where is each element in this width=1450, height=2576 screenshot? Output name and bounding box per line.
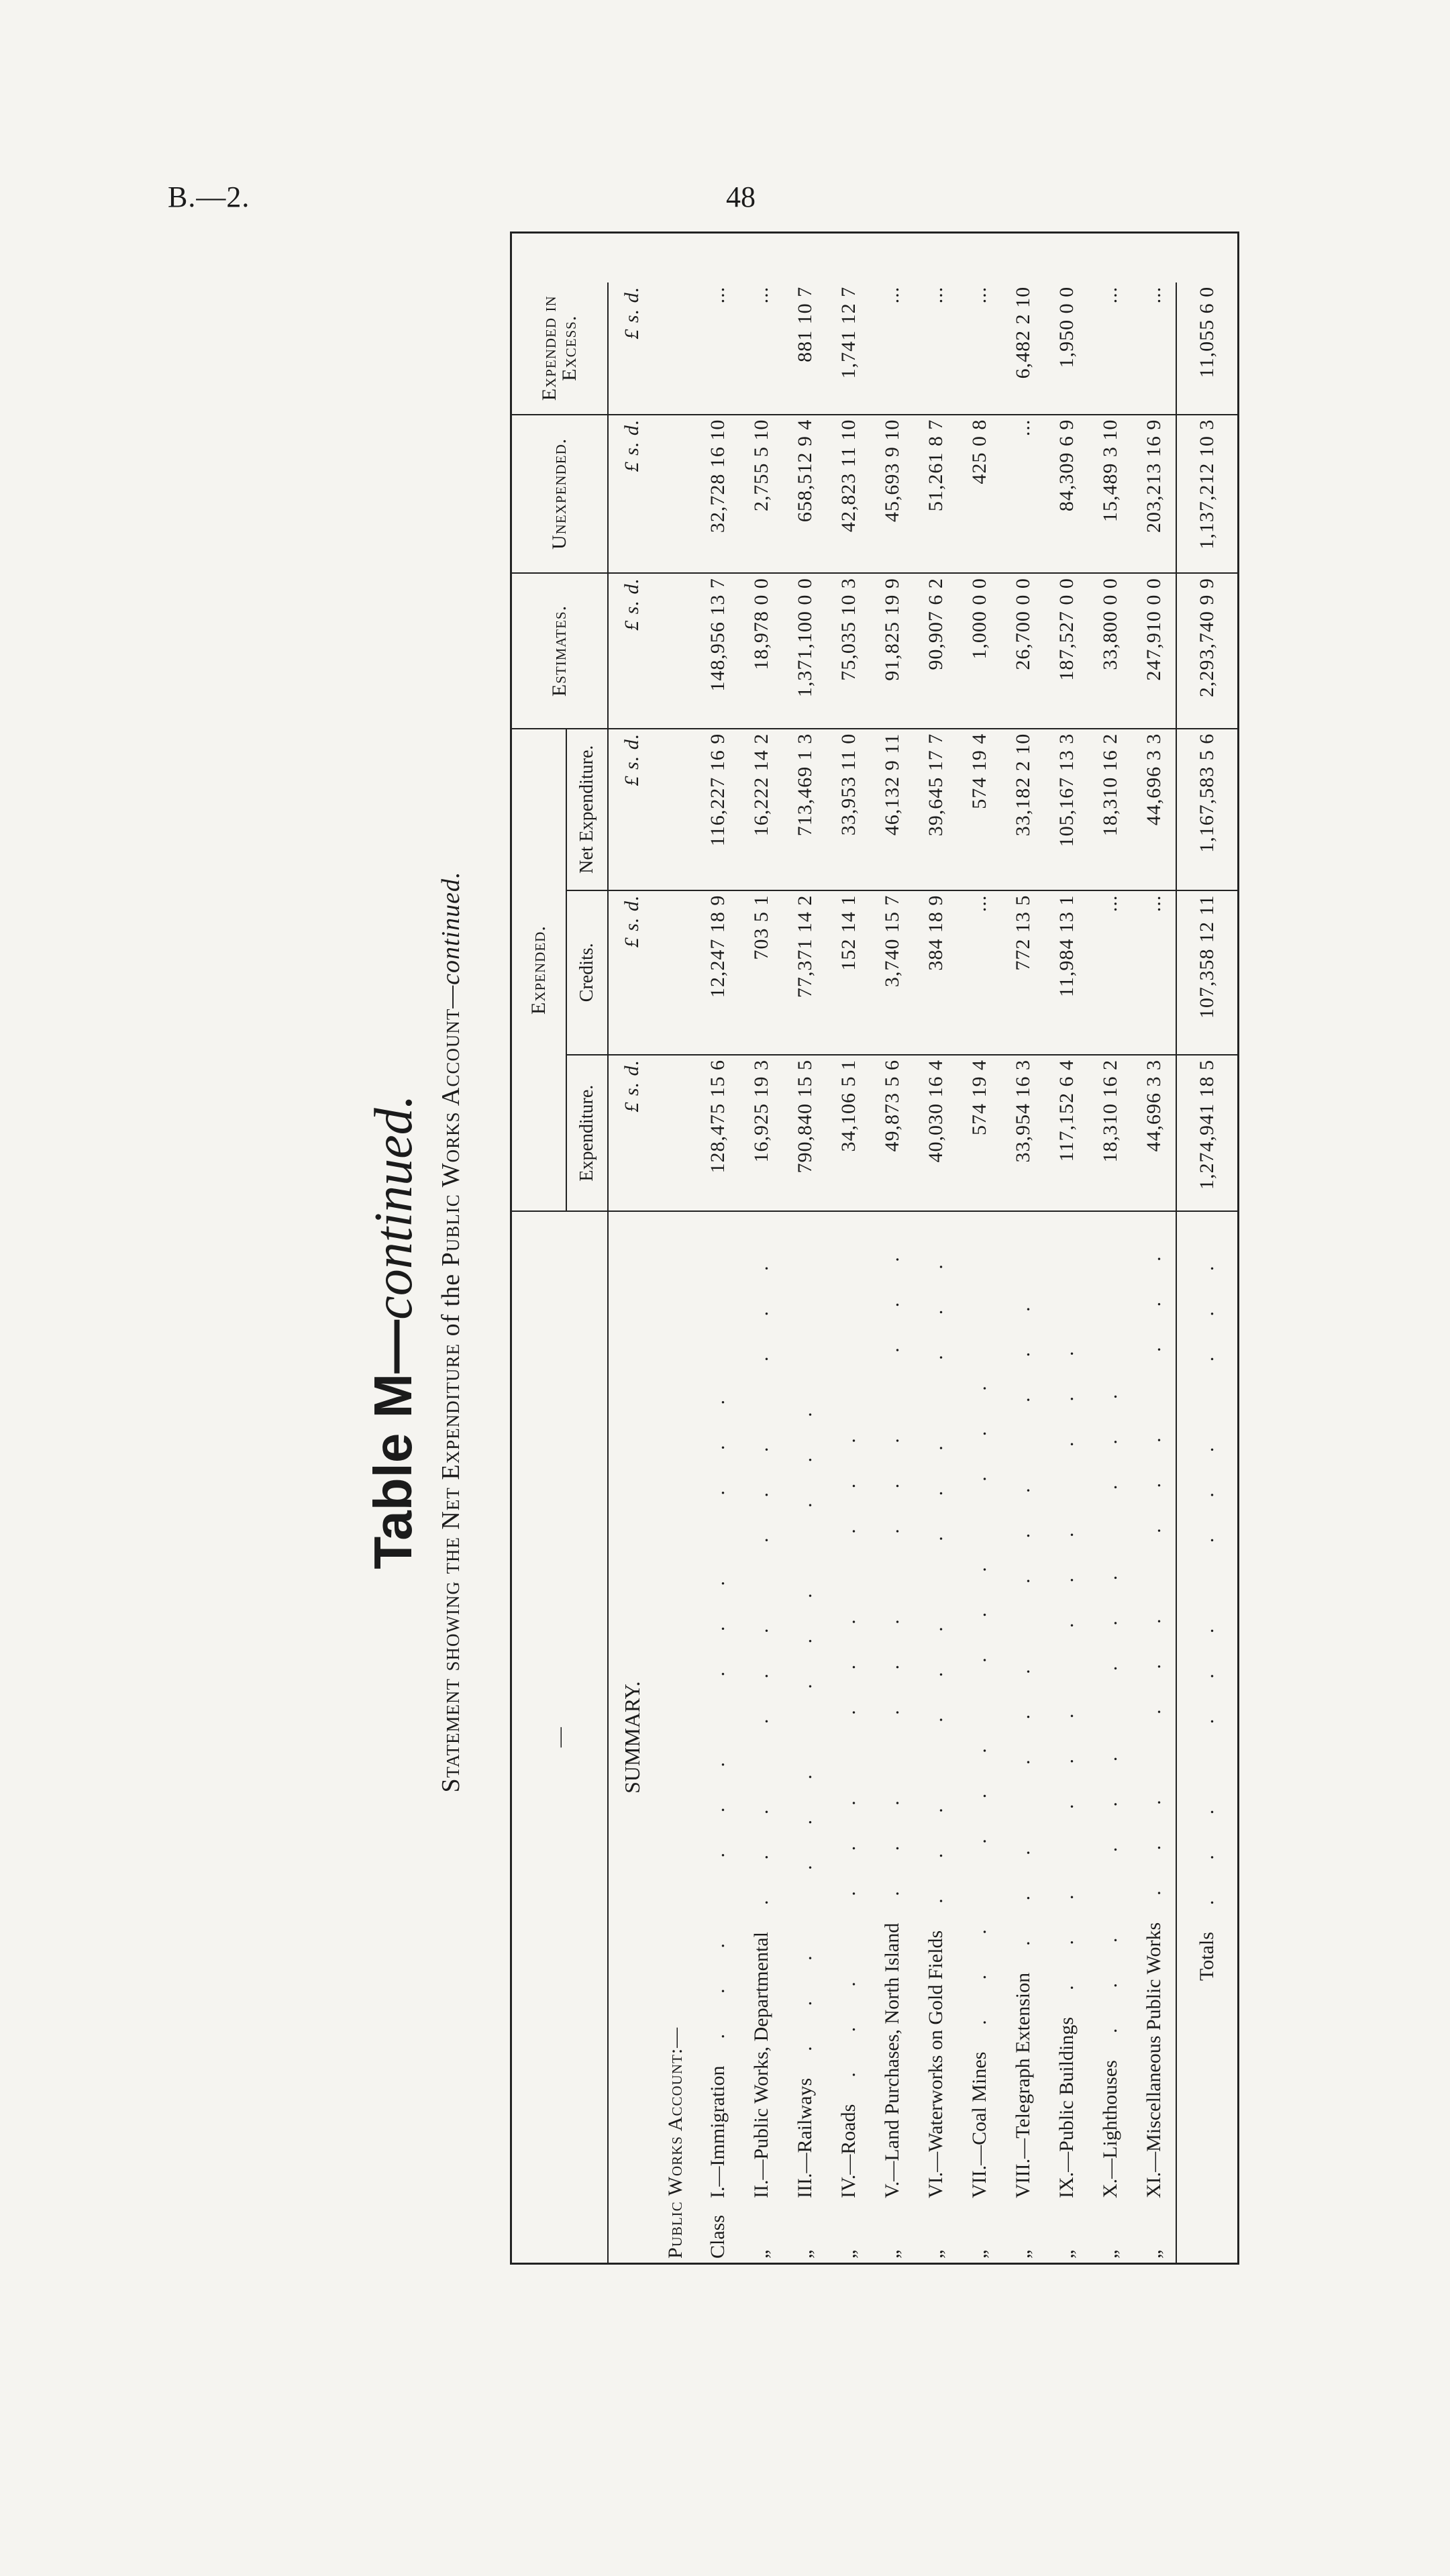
cell-credits: ... [957, 890, 1001, 1055]
cell-estimates: 1,000 0 0 [957, 573, 1001, 729]
cell-expenditure: 18,310 16 2 [1088, 1055, 1132, 1211]
header-expenditure: Expenditure. [566, 1055, 608, 1211]
total-net: 1,167,583 5 6 [1176, 729, 1239, 890]
cell-excess: ... [870, 282, 914, 415]
cell-credits: 11,984 13 1 [1045, 890, 1088, 1055]
cell-excess: ... [1088, 282, 1132, 415]
cell-credits: 152 14 1 [827, 890, 870, 1055]
leader-dots: ... ... ... ... [837, 1398, 860, 2077]
subtitle-prefix: Statement showing the [437, 1537, 465, 1793]
total-credits: 107,358 12 11 [1176, 890, 1239, 1055]
header-excess: Expended in Excess. [511, 282, 609, 415]
leader-dots: ... ... ... ... [1098, 1353, 1121, 2034]
leader-dots: ... ... ... ... [706, 1359, 729, 2039]
cell-estimates: 75,035 10 3 [827, 573, 870, 729]
table-row [696, 233, 739, 2264]
leader-dots: ... ... ... ... [793, 1372, 816, 2051]
total-expenditure: 1,274,941 18 5 [1176, 1055, 1239, 1211]
unit-credits: £ s. d. [608, 890, 656, 1055]
cell-expenditure: 128,475 15 6 [696, 1055, 739, 1211]
total-unexpended: 1,137,212 10 3 [1176, 415, 1239, 573]
cell-unexpended: 32,728 16 10 [696, 415, 739, 573]
leader-dots: ... ... ... ... [1196, 1225, 1218, 1906]
cell-expenditure: 33,954 16 3 [1001, 1055, 1045, 1211]
cell-net: 44,696 3 3 [1132, 729, 1176, 890]
cell-excess: ... [957, 282, 1001, 415]
cell-expenditure: 16,925 19 3 [739, 1055, 783, 1211]
cell-estimates: 33,800 0 0 [1088, 573, 1132, 729]
total-estimates: 2,293,740 9 9 [1176, 573, 1239, 729]
header-blank: — [511, 1211, 609, 2263]
cell-excess: 881 10 7 [783, 282, 827, 415]
summary-heading: SUMMARY. [620, 1681, 644, 1794]
cell-net: 33,182 2 10 [1001, 729, 1045, 890]
cell-excess: ... [696, 282, 739, 415]
cell-expenditure: 574 19 4 [957, 1055, 1001, 1211]
row-desc-cell [914, 1211, 957, 2263]
subtitle-net: Net Expenditure [437, 1343, 465, 1530]
row-desc-cell [1045, 1211, 1088, 2263]
leader-dots: ... ... ... ... [1055, 1310, 1078, 1990]
row-desc-cell [696, 1211, 739, 2263]
row-desc: V.—Land Purchases, North Island [880, 1922, 903, 2198]
table-row [1088, 233, 1132, 2264]
row-class: „ [880, 2249, 903, 2259]
row-desc-cell [1132, 1211, 1176, 2263]
row-desc: II.—Public Works, Departmental [749, 1932, 772, 2198]
cell-expenditure: 44,696 3 3 [1132, 1055, 1176, 1211]
cell-net: 116,227 16 9 [696, 729, 739, 890]
cell-estimates: 26,700 0 0 [1001, 573, 1045, 729]
row-class: „ [1055, 2249, 1078, 2259]
row-class: „ [1011, 2249, 1034, 2259]
subtitle-continued: —continued. [437, 871, 465, 1009]
row-desc-cell [870, 1211, 914, 2263]
leader-dots: ... ... ... ... [1142, 1216, 1165, 1896]
cell-net: 16,222 14 2 [739, 729, 783, 890]
cell-credits: 772 13 5 [1001, 890, 1045, 1055]
leader-dots: ... ... ... ... [924, 1224, 947, 1904]
unit-net: £ s. d. [608, 729, 656, 890]
cell-estimates: 90,907 6 2 [914, 573, 957, 729]
cell-excess: 1,950 0 0 [1045, 282, 1088, 415]
unit-excess: £ s. d. [608, 282, 656, 415]
cell-expenditure: 117,152 6 4 [1045, 1055, 1088, 1211]
row-class: „ [1142, 2249, 1165, 2259]
cell-excess: ... [1132, 282, 1176, 415]
row-class: „ [968, 2249, 990, 2259]
table-title-main: Table M— [363, 1319, 423, 1569]
subtitle-of: of the [437, 1273, 465, 1337]
row-desc-cell [1088, 1211, 1132, 2263]
row-desc-cell [1001, 1211, 1045, 2263]
cell-credits: 12,247 18 9 [696, 890, 739, 1055]
header-credits: Credits. [566, 890, 608, 1055]
rotated-table-block [349, 225, 1235, 2271]
row-desc: X.—Lighthouses [1098, 2060, 1121, 2198]
leader-dots: ... ... ... ... [880, 1217, 903, 1896]
public-works-table [510, 231, 1239, 2265]
row-class: Class [706, 2214, 729, 2259]
table-row [1001, 233, 1045, 2264]
row-class: „ [837, 2249, 860, 2259]
table-row [914, 233, 957, 2264]
cell-expenditure: 40,030 16 4 [914, 1055, 957, 1211]
totals-label-cell [1176, 1211, 1239, 2263]
leader-dots: ... ... ... ... [1011, 1266, 1034, 1946]
table-row [783, 233, 827, 2264]
table-row [739, 233, 783, 2264]
table-subtitle [436, 393, 466, 2271]
row-class: „ [924, 2249, 947, 2259]
cell-credits: 703 5 1 [739, 890, 783, 1055]
row-desc-cell [783, 1211, 827, 2263]
row-desc: III.—Railways [793, 2077, 816, 2198]
cell-expenditure: 34,106 5 1 [827, 1055, 870, 1211]
cell-unexpended: 51,261 8 7 [914, 415, 957, 573]
header-unexpended: Unexpended. [511, 415, 609, 573]
cell-credits: ... [1132, 890, 1176, 1055]
cell-credits: 77,371 14 2 [783, 890, 827, 1055]
row-desc: I.—Immigration [706, 2065, 729, 2198]
row-desc: IV.—Roads [837, 2104, 860, 2198]
cell-expenditure: 49,873 5 6 [870, 1055, 914, 1211]
leader-dots: ... ... ... ... [749, 1225, 772, 1906]
cell-estimates: 18,978 0 0 [739, 573, 783, 729]
row-desc: VII.—Coal Mines [968, 2051, 990, 2198]
cell-unexpended: 425 0 8 [957, 415, 1001, 573]
row-desc-cell [827, 1211, 870, 2263]
cell-unexpended: 203,213 16 9 [1132, 415, 1176, 573]
cell-net: 713,469 1 3 [783, 729, 827, 890]
cell-excess: ... [739, 282, 783, 415]
header-net-expenditure: Net Expenditure. [566, 729, 608, 890]
cell-estimates: 91,825 19 9 [870, 573, 914, 729]
table-row [827, 233, 870, 2264]
cell-estimates: 1,371,100 0 0 [783, 573, 827, 729]
unit-expenditure: £ s. d. [608, 1055, 656, 1211]
row-desc-cell [957, 1211, 1001, 2263]
totals-label: Totals [1196, 1932, 1218, 1981]
totals-row [1176, 233, 1239, 2264]
cell-excess: ... [914, 282, 957, 415]
table-title-continued: continued. [364, 1094, 423, 1320]
cell-excess: 1,741 12 7 [827, 282, 870, 415]
row-class: „ [1098, 2249, 1121, 2259]
row-class: „ [749, 2249, 772, 2259]
cell-expenditure: 790,840 15 5 [783, 1055, 827, 1211]
subtitle-account: Public Works Account [437, 1008, 465, 1267]
table-title [362, 393, 425, 2271]
cell-net: 33,953 11 0 [827, 729, 870, 890]
row-class: „ [793, 2249, 816, 2259]
cell-estimates: 187,527 0 0 [1045, 573, 1088, 729]
cell-credits: ... [1088, 890, 1132, 1055]
table-row [870, 233, 914, 2264]
row-desc: XI.—Miscellaneous Public Works [1142, 1922, 1165, 2198]
page-reference: B.—2. [168, 181, 250, 213]
cell-estimates: 148,956 13 7 [696, 573, 739, 729]
account-label: Public Works Account:— [664, 2026, 686, 2259]
cell-unexpended: ... [1001, 415, 1045, 573]
page-number: 48 [726, 181, 756, 213]
cell-net: 46,132 9 11 [870, 729, 914, 890]
unit-unexpended: £ s. d. [608, 415, 656, 573]
row-desc: VIII.—Telegraph Extension [1011, 1972, 1034, 2198]
cell-unexpended: 84,309 6 9 [1045, 415, 1088, 573]
unit-estimates: £ s. d. [608, 573, 656, 729]
cell-net: 105,167 13 3 [1045, 729, 1088, 890]
table-row [1132, 233, 1176, 2264]
cell-net: 39,645 17 7 [914, 729, 957, 890]
total-excess: 11,055 6 0 [1176, 282, 1239, 415]
header-expended: Expended. [511, 729, 567, 1212]
cell-credits: 384 18 9 [914, 890, 957, 1055]
cell-unexpended: 15,489 3 10 [1088, 415, 1132, 573]
cell-net: 18,310 16 2 [1088, 729, 1132, 890]
cell-unexpended: 45,693 9 10 [870, 415, 914, 573]
table-row [957, 233, 1001, 2264]
cell-estimates: 247,910 0 0 [1132, 573, 1176, 729]
leader-dots: ... ... ... ... [968, 1345, 990, 2025]
header-estimates: Estimates. [511, 573, 609, 729]
table-row [1045, 233, 1088, 2264]
row-desc: VI.—Waterworks on Gold Fields [924, 1930, 947, 2198]
cell-excess: 6,482 2 10 [1001, 282, 1045, 415]
cell-net: 574 19 4 [957, 729, 1001, 890]
cell-credits: 3,740 15 7 [870, 890, 914, 1055]
cell-unexpended: 658,512 9 4 [783, 415, 827, 573]
cell-unexpended: 42,823 11 10 [827, 415, 870, 573]
row-desc-cell [739, 1211, 783, 2263]
row-desc: IX.—Public Buildings [1055, 2016, 1078, 2198]
cell-unexpended: 2,755 5 10 [739, 415, 783, 573]
